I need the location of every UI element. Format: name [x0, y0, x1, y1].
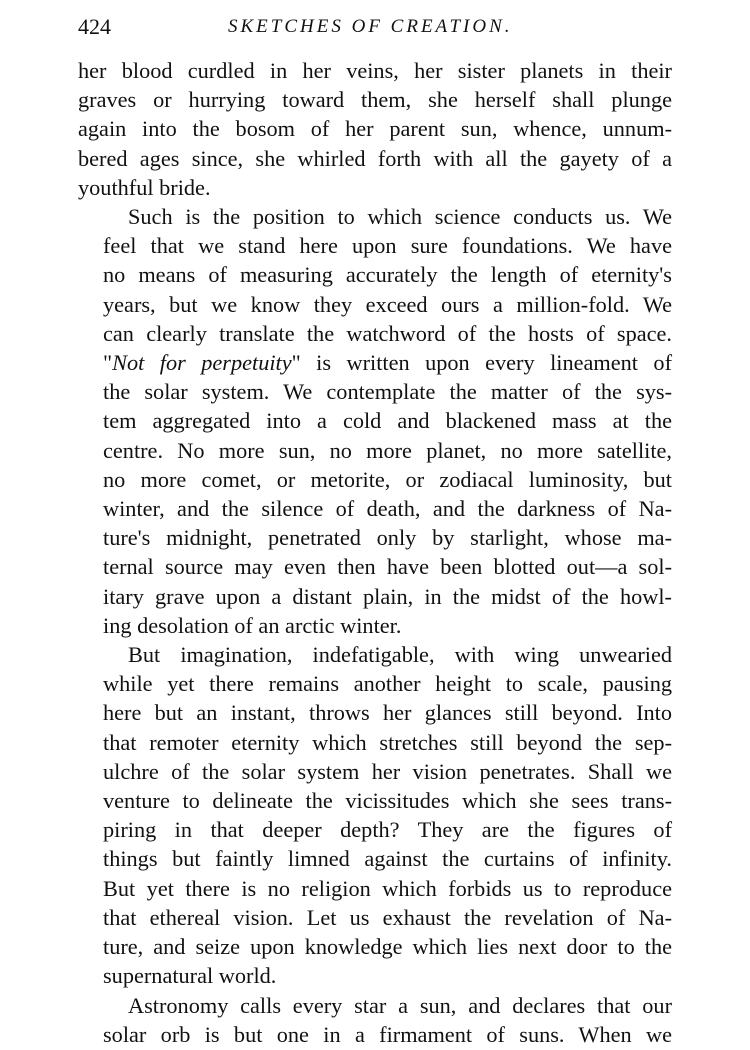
- text-line: the solar system. We contemplate the matter of the sys-: [103, 379, 672, 405]
- text-line: ternal source may even then have been blotted out—a sol-: [103, 554, 672, 580]
- text-line: centre. No more sun, no more planet, no more satellite,: [103, 437, 672, 463]
- text-line: that remoter eternity which stretches still beyond the sep-: [103, 729, 672, 755]
- text-line: can clearly translate the watchword of the hosts of space.: [103, 320, 672, 346]
- text-line: while yet there remains another height to scale, pausing: [103, 671, 672, 697]
- text-line: again into the bosom of her parent sun, whence, unnum-: [78, 116, 672, 142]
- text-line: Such is the position to which science conducts us. We: [128, 204, 672, 230]
- text-line: her blood curdled in her veins, her sister planets in their: [78, 58, 672, 83]
- text-line: feel that we stand here upon sure foundations. We have: [103, 233, 672, 259]
- text-line: ing desolation of an arctic winter.: [103, 612, 402, 638]
- text-line: things but faintly limned against the curtains of infinity.: [103, 846, 672, 872]
- text-line: no more comet, or metorite, or zodiacal luminosity, but: [103, 466, 672, 492]
- paragraph-1: [78, 56, 672, 202]
- italic-phrase: Not for perpetuity: [112, 350, 292, 376]
- text-line: But imagination, indefatigable, with wing unwearied: [128, 642, 672, 668]
- text-line: youthful bride.: [78, 174, 211, 200]
- text-line: piring in that deeper depth? They are the figures of: [103, 817, 672, 843]
- paragraph-2: [78, 202, 672, 640]
- text-line: winter, and the silence of death, and the darkness of Na-: [103, 496, 672, 522]
- text-line: tem aggregated into a cold and blackened mass at the: [103, 408, 672, 434]
- text-line: bered ages since, she whirled forth with all the gayety of a: [78, 145, 672, 171]
- body-text: [78, 56, 672, 1049]
- text-line: Astronomy calls every star a sun, and declares that our: [128, 992, 672, 1018]
- text-line: no means of measuring accurately the length of eternity's: [103, 262, 672, 288]
- text-line: years, but we know they exceed ours a million-fold. We: [103, 291, 672, 317]
- text-line: ture's midnight, penetrated only by starlight, whose ma-: [103, 525, 672, 551]
- running-title: SKETCHES OF CREATION.: [228, 16, 513, 37]
- text-line: venture to delineate the vicissitudes which she sees trans-: [103, 788, 672, 814]
- text-line: supernatural world.: [103, 963, 277, 989]
- text-line: But yet there is no religion which forbids us to reproduce: [103, 875, 672, 901]
- text-line: solar orb is but one in a firmament of suns. When we: [103, 1021, 672, 1047]
- text-line: that ethereal vision. Let us exhaust the revelation of Na-: [103, 904, 672, 930]
- text-line: here but an instant, throws her glances still beyond. Into: [103, 700, 672, 726]
- page-header: [78, 14, 672, 48]
- paragraph-4: [78, 991, 672, 1049]
- text-line-italic-phrase: "Not for perpetuity" is written upon every lineament of: [103, 350, 672, 376]
- page-number: 424: [78, 14, 111, 39]
- text-line: ulchre of the solar system her vision penetrates. Shall we: [103, 758, 672, 784]
- text-line: itary grave upon a distant plain, in the midst of the howl-: [103, 583, 672, 609]
- text-line: ture, and seize upon knowledge which lies next door to the: [103, 934, 672, 960]
- paragraph-3: [78, 640, 672, 990]
- text-line: graves or hurrying toward them, she herself shall plunge: [78, 87, 672, 113]
